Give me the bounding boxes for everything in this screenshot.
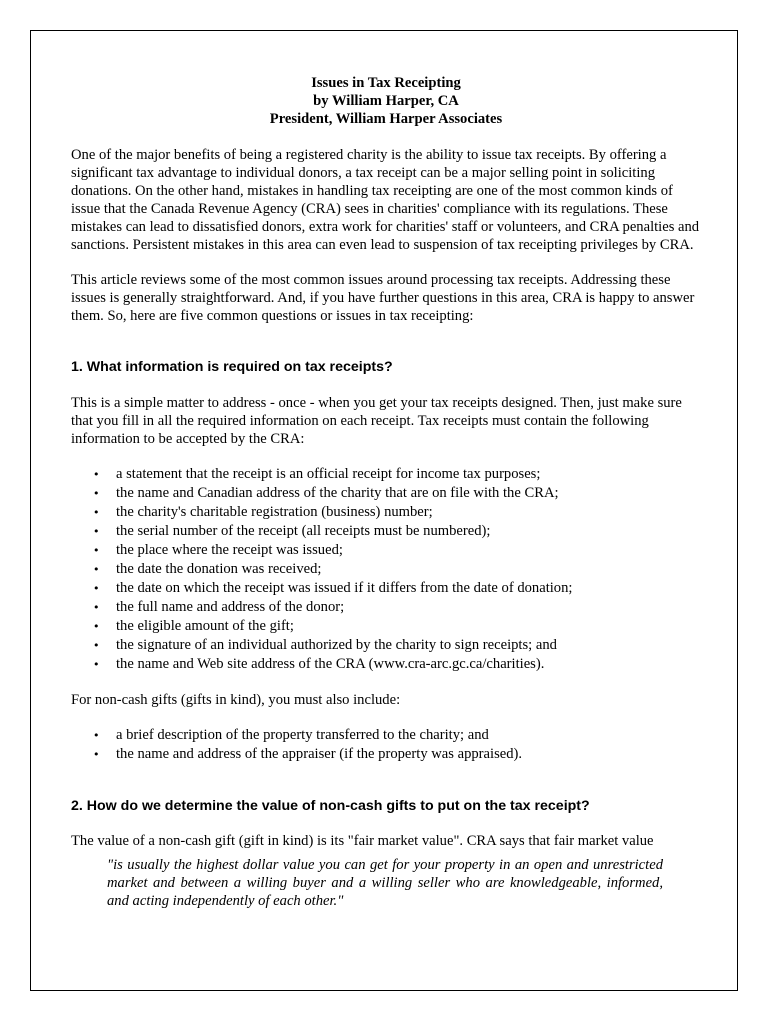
section-2-intro: The value of a non-cash gift (gift in kind) is its "fair market value". CRA says that fair market value bbox=[71, 833, 654, 849]
list-item: • the date the donation was received; bbox=[93, 561, 322, 577]
list-item: • a statement that the receipt is an official receipt for income tax purposes; bbox=[93, 466, 541, 482]
list-item: • the name and Canadian address of the charity that are on file with the CRA; bbox=[93, 485, 559, 501]
document-body bbox=[71, 74, 701, 910]
list-item: • the place where the receipt was issued; bbox=[93, 542, 343, 558]
list-item: • the name and address of the appraiser (if the property was appraised). bbox=[93, 746, 523, 762]
bullet-icon: • bbox=[93, 748, 100, 761]
section-1-intro: This is a simple matter to address - once - when you get your tax receipts designed. Then, just make sure that you fill in all the required information on each receipt. Tax receipts must contain the following information to be accepted by the CRA: bbox=[71, 395, 682, 447]
bullet-icon: • bbox=[93, 658, 100, 671]
bullet-icon: • bbox=[93, 639, 100, 652]
required-info-list bbox=[71, 465, 701, 674]
list-item: • the eligible amount of the gift; bbox=[93, 618, 294, 634]
list-item: • the full name and address of the donor; bbox=[93, 599, 345, 615]
section-heading-1: 1. What information is required on tax receipts? bbox=[71, 359, 393, 375]
bullet-icon: • bbox=[93, 525, 100, 538]
bullet-icon: • bbox=[93, 582, 100, 595]
bullet-icon: • bbox=[93, 487, 100, 500]
document-header bbox=[71, 74, 701, 128]
noncash-intro: For non-cash gifts (gifts in kind), you must also include: bbox=[71, 692, 401, 708]
author-role: President, William Harper Associates bbox=[269, 111, 503, 127]
bullet-icon: • bbox=[93, 729, 100, 742]
section-heading-2: 2. How do we determine the value of non-cash gifts to put on the tax receipt? bbox=[71, 798, 590, 814]
bullet-icon: • bbox=[93, 468, 100, 481]
list-item: • the serial number of the receipt (all receipts must be numbered); bbox=[93, 523, 491, 539]
bullet-icon: • bbox=[93, 601, 100, 614]
author-byline: by William Harper, CA bbox=[313, 93, 459, 109]
list-item: • the signature of an individual authorized by the charity to sign receipts; and bbox=[93, 637, 557, 653]
list-item: • the charity's charitable registration (business) number; bbox=[93, 504, 433, 520]
bullet-icon: • bbox=[93, 620, 100, 633]
fair-market-value-quote: "is usually the highest dollar value you can get for your property in an open and unrestricted market and between a willing buyer and a willing seller who are knowledgeable, informed, and acting independently of each other." bbox=[107, 857, 663, 909]
list-item: • a brief description of the property transferred to the charity; and bbox=[93, 727, 489, 743]
bullet-icon: • bbox=[93, 544, 100, 557]
bullet-icon: • bbox=[93, 506, 100, 519]
document-title: Issues in Tax Receipting bbox=[311, 75, 461, 91]
bullet-icon: • bbox=[93, 563, 100, 576]
list-item: • the date on which the receipt was issued if it differs from the date of donation; bbox=[93, 580, 573, 596]
intro-paragraph: One of the major benefits of being a registered charity is the ability to issue tax receipts. By offering a significant tax advantage to individual donors, a tax receipt can be a major selling point in soliciting donations. On the other hand, mistakes in handling tax receipting are one of the most common kinds of issue that the Canada Revenue Agency (CRA) sees in charities' compliance with its regulations. These mistakes can lead to dissatisfied donors, extra work for charities' staff or volunteers, and CRA penalties and sanctions. Persistent mistakes in this area can even lead to suspension of tax receipting privileges by CRA. bbox=[71, 147, 700, 253]
list-item: • the name and Web site address of the CRA (www.cra-arc.gc.ca/charities). bbox=[93, 656, 545, 672]
noncash-info-list bbox=[71, 726, 701, 764]
overview-paragraph: This article reviews some of the most common issues around processing tax receipts. Addressing these issues is generally straightforward. And, if you have further questions in this area, CRA is happy to answer them. So, here are five common questions or issues in tax receipting: bbox=[71, 272, 695, 324]
